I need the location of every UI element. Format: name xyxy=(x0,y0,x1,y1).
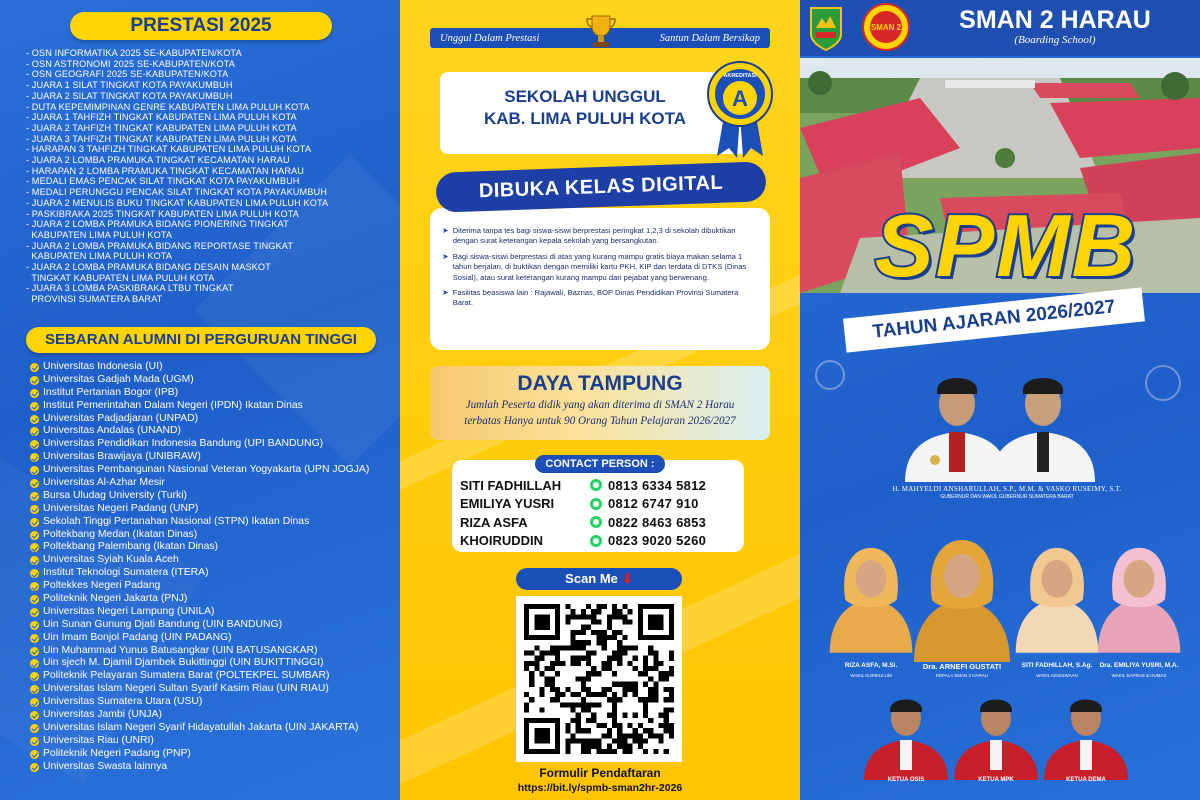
scan-me-label xyxy=(516,568,682,590)
student-label: KETUA OSIS xyxy=(887,777,925,783)
scan-me-text: Scan Me xyxy=(565,571,618,586)
daya-tampung-box xyxy=(430,366,770,440)
vice-governor-figure xyxy=(991,378,1095,482)
prestasi-item: - HARAPAN 2 LOMBA PRAMUKA TINGKAT KECAMATAN HARAU xyxy=(26,165,305,176)
daya-line2: terbatas Hanya untuk 90 Orang Tahun Pelajaran 2026/2027 xyxy=(464,415,736,427)
alumni-item-label: Universitas Islam Negeri Sultan Syarif Kasim Riau (UIN RIAU) xyxy=(43,683,329,695)
check-icon xyxy=(30,479,39,488)
staff-name: SITI FADHILLAH, S.Ag. xyxy=(1021,662,1093,669)
alumni-item xyxy=(30,696,395,709)
alumni-item xyxy=(30,554,395,567)
alumni-item xyxy=(30,722,395,735)
check-icon xyxy=(30,389,39,398)
qr-code-icon xyxy=(524,604,674,754)
check-icon xyxy=(30,556,39,565)
alumni-item-label: Universitas Gadjah Mada (UGM) xyxy=(43,373,194,385)
alumni-item-label: Universitas Sumatera Utara (USU) xyxy=(43,696,203,708)
school-logo-text: SMAN 2 xyxy=(870,23,902,32)
staff-role: WAKIL KESISWAAN xyxy=(1036,673,1078,678)
daya-line1: Jumlah Peserta didik yang akan diterima di SMAN 2 Harau xyxy=(465,399,735,411)
check-icon xyxy=(30,518,39,527)
alumni-item-label: Universitas Pendidikan Indonesia Bandung (UPI BANDUNG) xyxy=(43,438,324,450)
alumni-item-label: Universitas Pembangunan Nasional Veteran Yogyakarta (UPN JOGJA) xyxy=(43,464,370,476)
check-icon xyxy=(30,440,39,449)
alumni-item xyxy=(30,361,395,374)
check-icon xyxy=(30,582,39,591)
alumni-item xyxy=(30,438,395,451)
prestasi-item: KABUPATEN LIMA PULUH KOTA xyxy=(26,229,173,240)
check-icon xyxy=(30,737,39,746)
whatsapp-icon xyxy=(590,498,602,510)
alumni-item-label: Uin Imam Bonjol Padang (UIN PADANG) xyxy=(43,631,232,643)
staff-name: RIZA ASFA, M.Si. xyxy=(844,662,898,669)
check-icon xyxy=(30,402,39,411)
info-box xyxy=(430,208,770,350)
prestasi-list xyxy=(26,48,391,305)
alumni-item-label: Sekolah Tinggi Pertanahan Nasional (STPN) Ikatan Dinas xyxy=(43,515,310,527)
akreditasi-badge-icon xyxy=(707,60,773,160)
staff-photo xyxy=(1096,530,1182,662)
whatsapp-icon xyxy=(590,535,602,547)
check-icon xyxy=(30,763,39,772)
alumni-item-label: Uin Sunan Gunung Djati Bandung (UIN BANDUNG) xyxy=(43,618,283,630)
check-icon xyxy=(30,608,39,617)
staff-role: WAKIL SAPRAS & HUMAS xyxy=(1111,673,1167,678)
alumni-item xyxy=(30,761,395,774)
alumni-item xyxy=(30,632,395,645)
prestasi-item: - OSN INFORMATIKA 2025 SE-KABUPATEN/KOTA xyxy=(26,48,242,58)
alumni-item-label: Universitas Syiah Kuala Aceh xyxy=(43,554,179,566)
arrow-right-icon: ➤ xyxy=(442,226,449,235)
alumni-item xyxy=(30,503,395,516)
contact-list xyxy=(460,476,740,550)
prestasi-item: KABUPATEN LIMA PULUH KOTA xyxy=(26,251,173,262)
alumni-item-label: Politeknik Negeri Jakarta (PNJ) xyxy=(43,593,188,605)
check-icon xyxy=(30,543,39,552)
prestasi-item: - DUTA KEPEMIMPINAN GENRE KABUPATEN LIMA PULUH KOTA xyxy=(26,101,310,112)
alumni-item xyxy=(30,451,395,464)
check-icon xyxy=(30,595,39,604)
alumni-item xyxy=(30,748,395,761)
alumni-item-label: Universitas Brawijaya (UNIBRAW) xyxy=(43,451,201,463)
staff-role: WAKIL KURIKULUM xyxy=(850,673,892,678)
decorative-ring xyxy=(1145,365,1181,401)
alumni-item-label: Uin Muhammad Yunus Batusangkar (UIN BATUSANGKAR) xyxy=(43,644,318,656)
alumni-item-label: Institut Pertanian Bogor (IPB) xyxy=(43,386,179,398)
alumni-item-label: Universitas Indonesia (UI) xyxy=(43,361,163,372)
prestasi-item: - MEDALI PERUNGGU PENCAK SILAT TINGKAT KOTA PAYAKUMBUH xyxy=(26,187,327,198)
arrow-down-icon: ⬇ xyxy=(621,571,633,586)
governor-photo xyxy=(905,360,1095,482)
alumni-item-label: Poltekbang Palembang (Ikatan Dinas) xyxy=(43,541,219,553)
governor-caption-role: GUBERNUR DAN WAKIL GUBERNUR SUMATERA BARAT xyxy=(940,494,1074,500)
alumni-item-label: Institut Teknologi Sumatera (ITERA) xyxy=(43,567,209,579)
staff-name: Dra. EMILIYA YUSRI, M.A. xyxy=(1099,662,1179,669)
province-logo-icon xyxy=(808,4,844,52)
contact-phone[interactable]: 0822 8463 6853 xyxy=(608,514,707,530)
alumni-item-label: Politeknik Pelayaran Sumatera Barat (POLTEKPEL SUMBAR) xyxy=(43,670,330,682)
check-icon xyxy=(30,415,39,424)
alumni-item xyxy=(30,606,395,619)
contact-name: SITI FADHILLAH xyxy=(460,477,562,493)
spmb-title: SPMB xyxy=(874,196,1138,295)
check-icon xyxy=(30,466,39,475)
prestasi-item: - JUARA 3 LOMBA PASKIBRAKA LTBU TINGKAT xyxy=(26,283,234,294)
check-icon xyxy=(30,363,39,372)
alumni-item-label: Poltekbang Medan (Ikatan Dinas) xyxy=(43,528,198,540)
check-icon xyxy=(30,647,39,656)
alumni-item xyxy=(30,425,395,438)
alumni-item xyxy=(30,464,395,477)
form-link[interactable]: https://bit.ly/spmb-sman2hr-2026 xyxy=(517,782,683,794)
check-icon xyxy=(30,376,39,385)
kelas-digital-banner: DIBUKA KELAS DIGITAL xyxy=(435,161,766,212)
alumni-item-label: Universitas Padjadjaran (UNPAD) xyxy=(43,412,199,424)
school-name: SMAN 2 HARAU xyxy=(959,6,1151,34)
prestasi-item: - JUARA 2 LOMBA PRAMUKA TINGKAT KECAMATAN HARAU xyxy=(26,155,290,166)
trophy-icon xyxy=(582,12,620,50)
prestasi-item: - JUARA 2 SILAT TINGKAT KOTA PAYAKUMBUH xyxy=(26,90,233,101)
alumni-item xyxy=(30,387,395,400)
alumni-item xyxy=(30,567,395,580)
student-photo xyxy=(952,688,1040,780)
prestasi-item: - HARAPAN 3 TAHFIZH TINGKAT KABUPATEN LIMA PULUH KOTA xyxy=(26,144,312,155)
contact-phone[interactable]: 0823 9020 5260 xyxy=(608,533,707,549)
alumni-item-label: Uin sjech M. Djamil Djambek Bukittinggi (UIN BUKITTINGGI) xyxy=(43,657,324,669)
alumni-item-label: Politeknik Negeri Padang (PNP) xyxy=(43,747,191,759)
contact-phone[interactable]: 0812 6747 910 xyxy=(608,496,699,512)
prestasi-item: - JUARA 2 TAHFIZH TINGKAT KABUPATEN LIMA PULUH KOTA xyxy=(26,122,297,133)
alumni-item xyxy=(30,580,395,593)
check-icon xyxy=(30,453,39,462)
alumni-item xyxy=(30,529,395,542)
prestasi-item: - JUARA 1 SILAT TINGKAT KOTA PAYAKUMBUH xyxy=(26,80,233,91)
prestasi-item: - JUARA 1 TAHFIZH TINGKAT KABUPATEN LIMA PULUH KOTA xyxy=(26,112,297,123)
student-label: KETUA DEMA xyxy=(1066,777,1106,783)
school-subtitle: (Boarding School) xyxy=(1014,34,1096,46)
arrow-right-icon: ➤ xyxy=(442,288,449,298)
qr-code[interactable] xyxy=(516,596,682,762)
check-icon xyxy=(30,685,39,694)
check-icon xyxy=(30,531,39,540)
prestasi-item: - JUARA 2 LOMBA PRAMUKA BIDANG DESAIN MASKOT xyxy=(26,262,271,273)
alumni-item xyxy=(30,593,395,606)
alumni-item xyxy=(30,657,395,670)
alumni-item-label: Universitas Swasta lainnya xyxy=(43,760,168,772)
contact-name: KHOIRUDDIN xyxy=(460,533,544,549)
staff-role: KEPALA SMAN 2 HARAU xyxy=(936,673,988,678)
student-photo xyxy=(862,688,950,780)
check-icon xyxy=(30,427,39,436)
alumni-item xyxy=(30,645,395,658)
prestasi-item: - MEDALI EMAS PENCAK SILAT TINGKAT KOTA PAYAKUMBUH xyxy=(26,176,300,187)
prestasi-heading: PRESTASI 2025 xyxy=(70,12,332,40)
alumni-item xyxy=(30,490,395,503)
alumni-item-label: Poltekkes Negeri Padang xyxy=(43,580,161,592)
staff-photo xyxy=(828,530,914,662)
contact-name: EMILIYA YUSRI xyxy=(460,496,555,512)
staff-name: Dra. ARNEFI GUSTATI xyxy=(922,662,1002,671)
right-panel xyxy=(800,0,1200,800)
check-icon xyxy=(30,569,39,578)
check-icon xyxy=(30,711,39,720)
info-item-text: Bagi siswa-siswi berprestasi di atas yang kurang mampu gratis biaya makan selama 1 tahun berjalan, di buktikan dengan memiliki kartu PKH, KIP dan terdata di DTKS (Dinas Sosial), atau surat keterangan kurang mampu dari pejabat yang berwenang. xyxy=(452,251,747,282)
school-logo-icon xyxy=(862,3,910,51)
check-icon xyxy=(30,659,39,668)
prestasi-item: - JUARA 3 TAHFIZH TINGKAT KABUPATEN LIMA PULUH KOTA xyxy=(26,133,297,144)
alumni-item-label: Universitas Jambi (UNJA) xyxy=(43,709,162,721)
akreditasi-grade: A xyxy=(732,86,748,111)
alumni-item-label: Universitas Riau (UNRI) xyxy=(43,734,154,746)
contact-name: RIZA ASFA xyxy=(460,514,528,530)
student-label: KETUA MPK xyxy=(978,777,1014,783)
alumni-item xyxy=(30,683,395,696)
governor-caption: H. MAHYELDI ANSHARULLAH, S.P., M.M. & VASKO RUSEIMY, S.T. xyxy=(892,485,1122,493)
prestasi-item: - JUARA 2 LOMBA PRAMUKA BIDANG PIONERING TINGKAT xyxy=(26,219,289,230)
unggul-line2: KAB. LIMA PULUH KOTA xyxy=(483,109,687,128)
alumni-item-label: Universitas Andalas (UNAND) xyxy=(43,425,182,437)
alumni-item xyxy=(30,413,395,426)
contact-row xyxy=(460,495,740,514)
info-item xyxy=(442,252,758,283)
alumni-item-label: Universitas Al-Azhar Mesir xyxy=(43,477,165,489)
center-panel xyxy=(400,0,800,800)
student-photo xyxy=(1042,688,1130,780)
left-panel xyxy=(0,0,400,800)
alumni-item-label: Bursa Uludag University (Turki) xyxy=(43,489,187,501)
check-icon xyxy=(30,621,39,630)
alumni-item xyxy=(30,477,395,490)
check-icon xyxy=(30,724,39,733)
alumni-item-label: Universitas Islam Negeri Syarif Hidayatullah Jakarta (UIN JAKARTA) xyxy=(43,721,359,733)
alumni-item xyxy=(30,541,395,554)
alumni-item-label: Institut Pemerintahan Dalam Negeri (IPDN) Ikatan Dinas xyxy=(43,399,303,411)
staff-photo xyxy=(912,530,1012,662)
contact-row xyxy=(460,532,740,551)
prestasi-item: - PASKIBRAKA 2025 TINGKAT KABUPATEN LIMA PULUH KOTA xyxy=(26,208,299,219)
contact-row xyxy=(460,513,740,532)
staff-photo xyxy=(1014,530,1100,662)
alumni-item xyxy=(30,400,395,413)
whatsapp-icon xyxy=(590,479,602,491)
contact-row xyxy=(460,476,740,495)
alumni-list xyxy=(30,361,395,774)
contact-label: CONTACT PERSON : xyxy=(535,455,665,473)
check-icon xyxy=(30,698,39,707)
whatsapp-icon xyxy=(590,516,602,528)
check-icon xyxy=(30,672,39,681)
form-title: Formulir Pendaftaran xyxy=(539,766,661,780)
daya-title: DAYA TAMPUNG xyxy=(517,372,683,395)
info-item xyxy=(442,226,758,247)
alumni-heading: SEBARAN ALUMNI DI PERGURUAN TINGGI xyxy=(26,327,376,353)
check-icon xyxy=(30,634,39,643)
unggul-heading xyxy=(460,86,710,130)
prestasi-item: PROVINSI SUMATERA BARAT xyxy=(26,294,163,305)
motto-right: Santun Dalam Bersikap xyxy=(659,32,760,44)
info-item-text: Diterima tanpa tes bagi siswa-siswi berprestasi peringkat 1,2,3 di sekolah dibuktikan dengan surat keterangan kepala sekolah yang bersangkutan. xyxy=(452,226,736,246)
alumni-item-label: Universitas Negeri Lampung (UNILA) xyxy=(43,605,215,617)
prestasi-item: - OSN ASTRONOMI 2025 SE-KABUPATEN/KOTA xyxy=(26,58,236,69)
motto-left: Unggul Dalam Prestasi xyxy=(440,32,540,44)
contact-phone[interactable]: 0813 6334 5812 xyxy=(608,477,707,493)
alumni-item xyxy=(30,735,395,748)
prestasi-item: - JUARA 2 LOMBA PRAMUKA BIDANG REPORTASE TINGKAT xyxy=(26,240,294,251)
alumni-item xyxy=(30,619,395,632)
alumni-item xyxy=(30,374,395,387)
akreditasi-label: AKREDITASI xyxy=(723,73,757,79)
alumni-item xyxy=(30,670,395,683)
alumni-item-label: Universitas Negeri Padang (UNP) xyxy=(43,502,199,514)
info-item xyxy=(442,288,758,309)
check-icon xyxy=(30,505,39,514)
prestasi-item: - JUARA 2 MENULIS BUKU TINGKAT KABUPATEN LIMA PULUH KOTA xyxy=(26,197,329,208)
alumni-item xyxy=(30,516,395,529)
check-icon xyxy=(30,750,39,759)
prestasi-item: TINGKAT KABUPATEN LIMA PULUH KOTA xyxy=(26,272,215,283)
tahun-ajaran-bar: TAHUN AJARAN 2026/2027 xyxy=(843,287,1145,352)
info-item-text: Fasilitas beasiswa lain : Rajawali, Baznas, BOP Dinas Pendidikan Provinsi Sumatera Barat. xyxy=(452,288,739,308)
unggul-line1: SEKOLAH UNGGUL xyxy=(504,87,666,106)
check-icon xyxy=(30,492,39,501)
decorative-ring xyxy=(815,360,845,390)
alumni-item xyxy=(30,709,395,722)
arrow-right-icon: ➤ xyxy=(442,251,449,261)
prestasi-item: - OSN GEOGRAFI 2025 SE-KABUPATEN/KOTA xyxy=(26,69,229,80)
